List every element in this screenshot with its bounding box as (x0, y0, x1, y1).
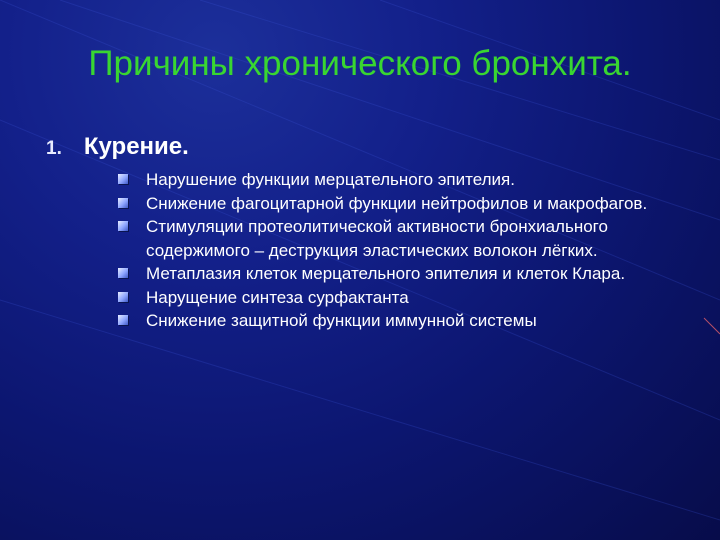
list-item (114, 215, 674, 262)
bullet-square-icon (118, 221, 128, 231)
bullet-text: Стимуляции протеолитической активности бронхиального содержимого – деструкция эластических волокон лёгких. (146, 217, 608, 260)
bullet-square-icon (118, 315, 128, 325)
list-item (114, 286, 674, 310)
list-item (114, 168, 674, 192)
bullet-text: Снижение защитной функции иммунной системы (146, 311, 537, 330)
bullet-square-icon (118, 174, 128, 184)
bullet-text: Нарушение функции мерцательного эпителия. (146, 170, 515, 189)
bullet-square-icon (118, 268, 128, 278)
list-item (114, 192, 674, 216)
bullet-list (114, 168, 674, 333)
bullet-text: Метаплазия клеток мерцательного эпителия и клеток Клара. (146, 264, 626, 283)
item-number: 1. (46, 138, 62, 159)
numbered-item (46, 133, 189, 161)
bullet-text: Нарущение синтеза сурфактанта (146, 287, 409, 307)
bullet-text: Снижение фагоцитарной функции нейтрофилов и макрофагов. (146, 193, 648, 213)
bullet-square-icon (118, 198, 128, 208)
slide-title: Причины хронического бронхита. (88, 44, 632, 83)
item-text: Курение. (83, 133, 189, 160)
list-item (114, 262, 674, 286)
list-item (114, 309, 674, 333)
accent-line (704, 318, 720, 334)
bullet-square-icon (118, 292, 128, 302)
